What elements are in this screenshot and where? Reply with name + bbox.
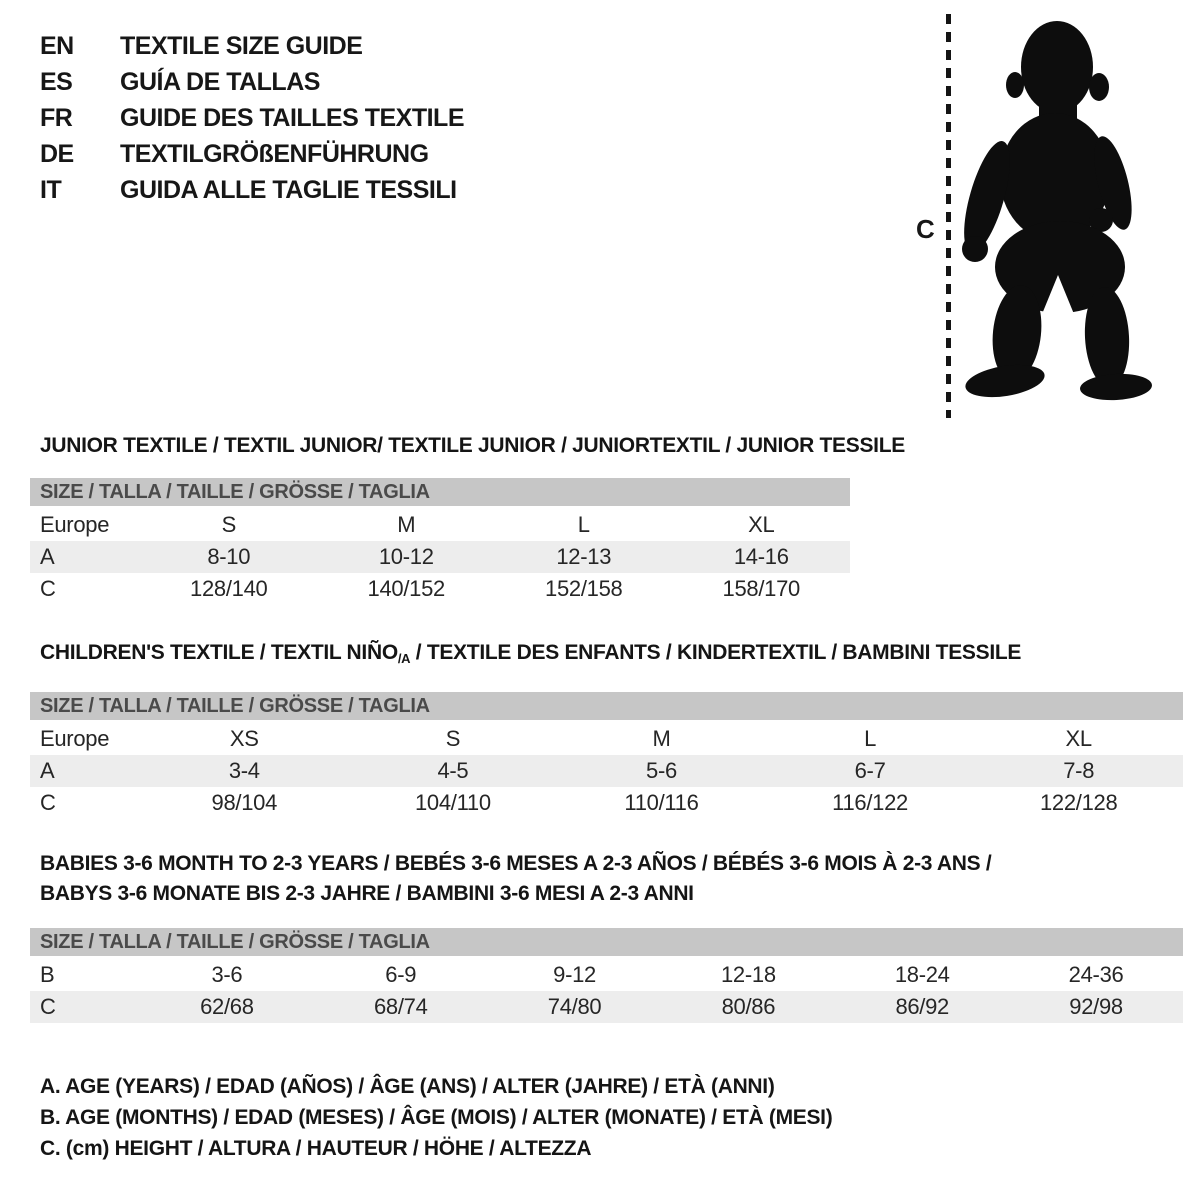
table-cell: 68/74 [373,994,428,1019]
row-label: C [40,994,56,1019]
row-label: A [40,544,55,569]
table-cell: 8-10 [207,544,251,569]
children-heading-prefix: CHILDREN'S TEXTILE / TEXTIL NIÑO [40,641,398,664]
language-code: EN [40,31,74,60]
babies-heading-line2: BABYS 3-6 MONATE BIS 2-3 JAHRE / BAMBINI 3-6 MESI A 2-3 ANNI [40,882,694,905]
table-cell: L [864,726,877,751]
language-row [40,64,464,100]
table-cell: 116/122 [832,790,908,815]
measurement-legend [40,1071,832,1164]
row-label: C [40,790,56,815]
table-row [30,541,850,573]
table-cell: 12-13 [556,544,612,569]
table-cell: 80/86 [721,994,776,1019]
language-code: DE [40,139,74,168]
table-row [30,959,1183,991]
legend-line-b: B. AGE (MONTHS) / EDAD (MESES) / ÂGE (MOIS) / ALTER (MONATE) / ETÀ (MESI) [40,1106,833,1129]
table-row [30,573,850,605]
table-row [30,755,1183,787]
language-code: ES [40,67,73,96]
table-cell: 3-6 [211,962,243,987]
language-title: GUIDE DES TAILLES TEXTILE [120,103,465,132]
table-cell: 6-9 [385,962,417,987]
babies-section-heading [40,849,991,909]
babies-table-grid [30,959,1183,1023]
height-measure-label: C [916,214,935,244]
table-cell: S [445,726,461,751]
table-cell: 104/110 [414,790,491,815]
children-heading-suffix: / TEXTILE DES ENFANTS / KINDERTEXTIL / BAMBINI TESSILE [410,641,1022,664]
table-cell: 152/158 [545,576,623,601]
junior-size-table [30,478,850,605]
language-title: GUIDA ALLE TAGLIE TESSILI [120,175,457,204]
table-cell: L [577,512,590,537]
table-row [30,991,1183,1023]
table-cell: 10-12 [378,544,434,569]
table-row [30,509,850,541]
table-cell: 7-8 [1063,758,1095,783]
table-cell: 24-36 [1068,962,1124,987]
children-size-table [30,692,1183,819]
language-row [40,172,464,208]
table-cell: 12-18 [721,962,776,987]
table-cell: 92/98 [1069,994,1123,1019]
language-row [40,136,464,172]
table-cell: XL [1065,726,1092,751]
table-cell: 4-5 [437,758,469,783]
table-cell: M [397,512,416,537]
children-table-grid [30,723,1183,819]
row-label: A [40,758,55,783]
row-label: B [40,962,55,987]
height-dashed-line [946,14,951,418]
table-cell: 3-4 [228,758,260,783]
table-cell: 140/152 [367,576,445,601]
language-code: FR [40,103,73,132]
babies-size-table [30,928,1183,1023]
table-cell: 122/128 [1039,790,1118,815]
table-cell: 5-6 [646,758,677,783]
language-row [40,100,464,136]
children-heading-subscript: /A [397,651,411,666]
table-cell: 128/140 [190,576,268,601]
junior-size-header-bar: SIZE / TALLA / TAILLE / GRÖSSE / TAGLIA [30,478,850,506]
language-title-list [40,28,464,208]
table-cell: XL [748,512,775,537]
language-row [40,28,464,64]
legend-line-a: A. AGE (YEARS) / EDAD (AÑOS) / ÂGE (ANS) / ALTER (JAHRE) / ETÀ (ANNI) [40,1075,775,1098]
row-label: Europe [40,726,110,751]
children-section-heading [40,640,1021,672]
row-label: Europe [40,512,110,537]
table-cell: XS [229,726,259,751]
babies-heading-line1: BABIES 3-6 MONTH TO 2-3 YEARS / BEBÉS 3-6 MESES A 2-3 AÑOS / BÉBÉS 3-6 MOIS À 2-3 ANS / [40,852,992,875]
language-title: GUÍA DE TALLAS [120,67,320,96]
language-title: TEXTILE SIZE GUIDE [120,31,363,60]
toddler-silhouette-icon [955,15,1155,410]
table-cell: 9-12 [553,962,596,987]
junior-table-grid [30,509,850,605]
table-cell: 158/170 [722,576,800,601]
table-row [30,787,1183,819]
table-cell: 6-7 [854,758,886,783]
language-title: TEXTILGRÖßENFÜHRUNG [120,139,429,168]
babies-size-header-bar: SIZE / TALLA / TAILLE / GRÖSSE / TAGLIA [30,928,1183,956]
table-cell: 98/104 [211,790,278,815]
table-cell: M [652,726,671,751]
table-cell: 86/92 [895,994,949,1019]
table-cell: 74/80 [547,994,602,1019]
children-size-header-bar: SIZE / TALLA / TAILLE / GRÖSSE / TAGLIA [30,692,1183,720]
row-label: C [40,576,56,601]
junior-section-heading: JUNIOR TEXTILE / TEXTIL JUNIOR/ TEXTILE JUNIOR / JUNIORTEXTIL / JUNIOR TESSILE [40,434,905,457]
table-cell: S [221,512,236,537]
language-code: IT [40,175,62,204]
table-cell: 14-16 [733,544,789,569]
table-cell: 110/116 [624,790,699,815]
table-cell: 18-24 [894,962,950,987]
table-cell: 62/68 [200,994,254,1019]
legend-line-c: C. (cm) HEIGHT / ALTURA / HAUTEUR / HÖHE / ALTEZZA [40,1137,592,1160]
table-row [30,723,1183,755]
